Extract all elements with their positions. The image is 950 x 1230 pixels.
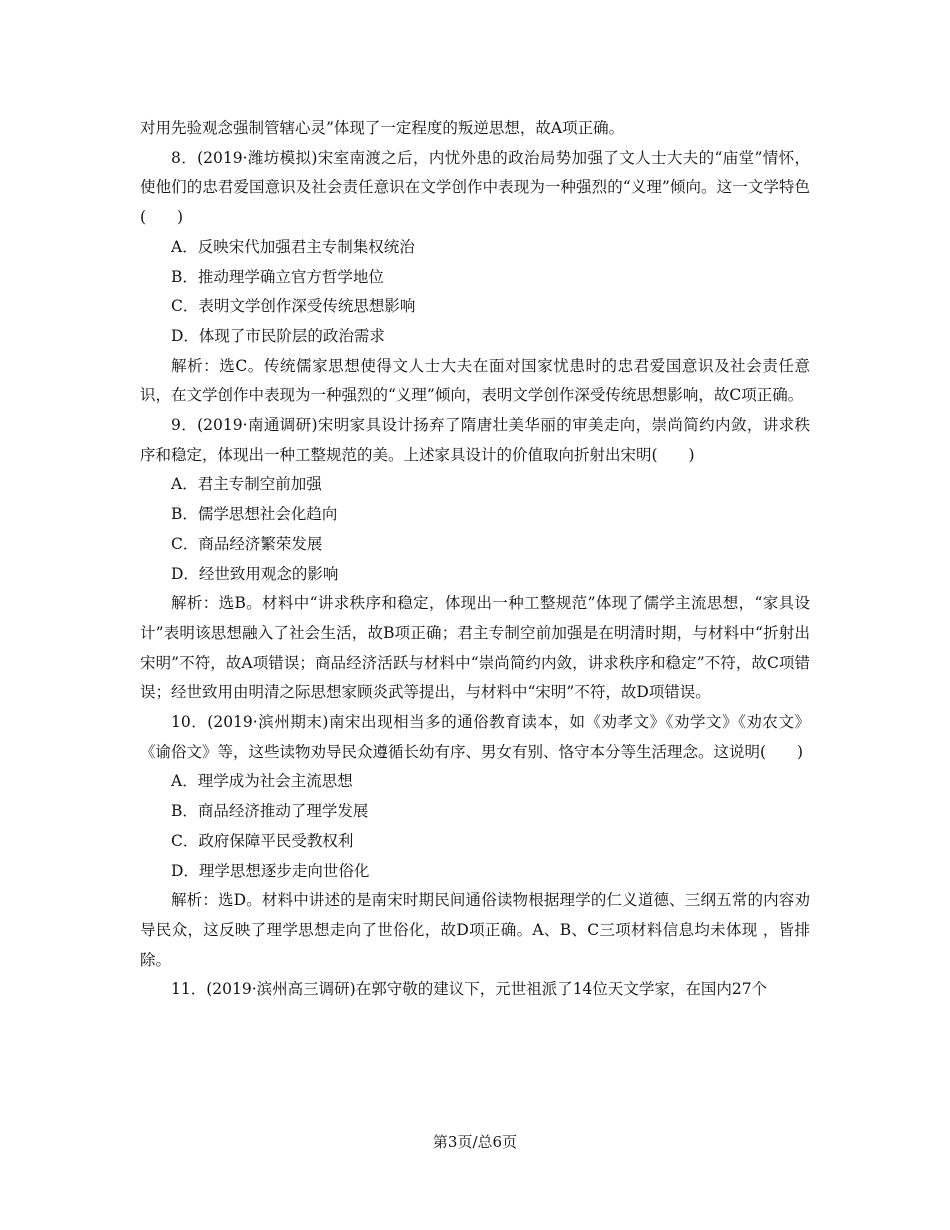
question-8-explanation: 解析：选C。传统儒家思想使得文人士大夫在面对国家忧患时的忠君爱国意识及社会责任意识，在文学创作中表现为一种强烈的“义理”倾向，表明文学创作深受传统思想影响，故C项正确。 — [140, 356, 810, 405]
document-body — [140, 114, 810, 1005]
question-10-option-a: A．理学成为社会主流思想 — [171, 772, 353, 791]
page-number-label: 第3页/总6页 — [432, 1133, 518, 1151]
question-9-option-d: D．经世致用观念的影响 — [171, 564, 339, 583]
question-9-explanation: 解析：选B。材料中“讲求秩序和稳定，体现出一种工整规范”体现了儒学主流思想，“家具设计”表明该思想融入了社会生活，故B项正确；君主专制空前加强是在明清时期，与材料中“折射出宋明”不符，故A项错误；商品经济活跃与材料中“崇尚简约内敛，讲求秩序和稳定”不符，故C项错误；经世致用由明清之际思想家顾炎武等提出，与材料中“宋明”不符，故D项错误。 — [140, 594, 810, 702]
question-9-stem: 9．(2019·南通调研)宋明家具设计扬弃了隋唐壮美华丽的审美走向，崇尚简约内敛，讲求秩序和稳定，体现出一种工整规范的美。上述家具设计的价值取向折射出宋明( ) — [140, 416, 810, 464]
question-8-option-d: D．体现了市民阶层的政治需求 — [171, 326, 385, 345]
question-8-option-b: B．推动理学确立官方哲学地位 — [171, 267, 384, 286]
question-9-option-a: A．君主专制空前加强 — [171, 475, 322, 494]
question-10-option-d: D．理学思想逐步走向世俗化 — [171, 861, 370, 880]
question-9-option-b: B．儒学思想社会化趋向 — [171, 505, 338, 524]
question-10-explanation: 解析：选D。材料中讲述的是南宋时期民间通俗读物根据理学的仁义道德、三纲五常的内容劝导民众，这反映了理学思想走向了世俗化，故D项正确。A、B、C三项材料信息均未体现 ，皆排除。 — [140, 891, 810, 969]
question-10-stem: 10．(2019·滨州期末)南宋出现相当多的通俗教育读本，如《劝孝文》《劝学文》《劝农文》《谕俗文》等，这些读物劝导民众遵循长幼有序、男女有别、恪守本分等生活理念。这说明( ) — [140, 713, 810, 761]
question-9-option-c: C．商品经济繁荣发展 — [171, 534, 323, 553]
question-8-option-c: C．表明文学创作深受传统思想影响 — [171, 297, 416, 316]
page-footer — [0, 1131, 950, 1153]
question-10-option-c: C．政府保障平民受教权利 — [171, 831, 354, 850]
question-8-stem: 8．(2019·潍坊模拟)宋室南渡之后，内忧外患的政治局势加强了文人士大夫的“庙堂”情怀，使他们的忠君爱国意识及社会责任意识在文学创作中表现为一种强烈的“义理”倾向。这一文学特色( ) — [140, 148, 810, 227]
explanation-continuation: 对用先验观念强制管辖心灵”体现了一定程度的叛逆思想，故A项正确。 — [140, 119, 625, 137]
question-10-option-b: B．商品经济推动了理学发展 — [171, 802, 369, 821]
question-11-stem: 11．(2019·滨州高三调研)在郭守敬的建议下，元世祖派了14位天文学家，在国内27个 — [171, 980, 768, 999]
question-8-option-a: A．反映宋代加强君主专制集权统治 — [171, 237, 415, 256]
